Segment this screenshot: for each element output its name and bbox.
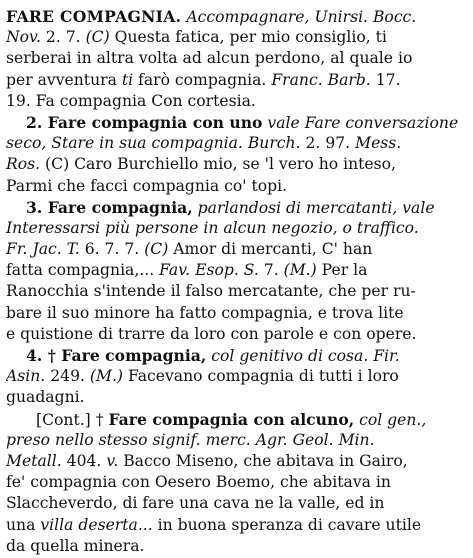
text-line (6, 48, 465, 69)
text-line (6, 6, 465, 27)
text-segment: farò compagnia. (133, 70, 272, 89)
text-segment: Per la (316, 261, 368, 280)
text-line (6, 493, 465, 514)
text-segment: Facevano compagnia di tutti i loro (123, 367, 399, 386)
text-line (6, 91, 465, 112)
text-line (6, 345, 465, 366)
text-segment: (C) (144, 240, 169, 259)
text-segment: Fare compagnia con uno (47, 112, 263, 132)
text-segment: 2. 7. (40, 28, 86, 47)
text-segment: parlandosi di mercatanti, vale (192, 198, 435, 217)
text-segment: 6. 7. 7. (79, 240, 145, 259)
text-segment: preso nello stesso signif. merc. Agr. Geol. Min. (6, 430, 375, 449)
text-line (6, 197, 465, 218)
text-line (6, 472, 465, 493)
text-segment: (C) (40, 155, 75, 174)
text-segment: Slaccheverdo, di fare una cava ne la valle, ed in (6, 494, 385, 513)
text-line (6, 515, 465, 536)
text-segment: 3. (26, 197, 48, 217)
text-segment: Mess. (355, 134, 402, 153)
text-segment: fatta compagnia,... (6, 261, 160, 280)
text-line (6, 112, 465, 133)
text-segment: 17. (370, 70, 401, 89)
text-segment: (C) (85, 28, 110, 47)
text-segment: Caro Burchiello mio, se 'l vero ho inteso, (74, 155, 396, 174)
text-segment: v. (106, 451, 119, 470)
text-segment: bare il suo minore ha fatto compagnia, e trova lite (6, 303, 404, 322)
text-line (6, 176, 465, 197)
text-line (6, 536, 465, 557)
text-line (6, 239, 465, 260)
text-segment: 404. (61, 451, 107, 470)
text-segment: Fare compagnia, (61, 346, 207, 365)
text-segment: ti (121, 70, 134, 89)
text-segment: (M.) (89, 367, 123, 386)
text-segment: seco, Stare in sua compagnia. Burch. (6, 134, 301, 153)
text-segment: [Cont.] † (36, 410, 109, 429)
text-segment: 4. † (26, 346, 62, 365)
text-line (6, 70, 465, 91)
text-segment: Fare compagnia, (47, 197, 193, 217)
text-segment: Ros. (6, 155, 41, 174)
text-segment: col genitivo di cosa. Fir. (206, 347, 400, 365)
text-segment: villa deserta... (40, 515, 153, 534)
text-segment: FARE COMPAGNIA. (6, 7, 182, 26)
text-segment: guadagni. (6, 388, 85, 407)
text-segment: Amor di mercanti, C' han (168, 240, 373, 259)
text-line (6, 133, 465, 154)
text-segment: Franc. Barb. (271, 70, 371, 89)
text-segment: Ranocchia s'intende il falso mercatante, che per ru- (6, 282, 416, 301)
text-line (6, 303, 465, 324)
text-line (6, 218, 465, 239)
text-segment: Fav. Esop. S. (159, 261, 259, 280)
text-line (6, 387, 465, 408)
text-line (6, 324, 465, 345)
text-segment: Parmi che facci compagnia co' topi. (6, 176, 288, 195)
text-line (6, 451, 465, 472)
text-segment: e quistione di trarre da loro con parole e con opere. (6, 324, 417, 343)
text-segment: da quella minera. (6, 536, 145, 555)
text-segment: 2. 97. (300, 134, 356, 153)
text-segment: 19. Fa compagnia Con cortesia. (6, 91, 256, 110)
text-segment: per avventura (6, 70, 122, 89)
text-segment: 7. (258, 261, 284, 280)
text-segment: Fr. Jac. T. (6, 240, 80, 259)
text-segment: Accompagnare, Unirsi. Bocc. (186, 8, 417, 26)
text-line (6, 281, 465, 302)
text-segment: Nov. (6, 28, 41, 47)
text-segment: una (6, 515, 41, 534)
text-segment: fe' compagnia con Oesero Boemo, che abitava in (6, 473, 391, 492)
text-segment: Questa fatica, per mio consiglio, ti (109, 28, 387, 47)
text-segment: Bacco Miseno, che abitava in Gairo, (118, 451, 408, 470)
text-segment: col gen., (354, 410, 427, 429)
dictionary-entry-fare-compagnia (6, 6, 465, 557)
text-line (6, 154, 465, 175)
text-segment: Asin. (6, 367, 46, 386)
text-line (6, 430, 465, 451)
text-segment: in buona speranza di cavare utile (152, 515, 422, 534)
text-segment: Metall. (6, 451, 62, 470)
text-line (6, 260, 465, 281)
text-segment: Interessarsi più persone in alcun negozio, o traffico. (6, 218, 419, 237)
text-segment: (M.) (283, 261, 317, 280)
text-line (6, 366, 465, 387)
text-segment: vale Fare conversazione (262, 113, 459, 132)
text-line (6, 27, 465, 48)
text-segment: serberai in altra volta ad alcun perdono, al quale io (6, 49, 413, 68)
text-segment: Fare compagnia con alcuno, (108, 409, 355, 429)
text-line (6, 409, 465, 430)
text-segment: 249. (45, 367, 90, 386)
text-segment: 2. (26, 112, 48, 132)
